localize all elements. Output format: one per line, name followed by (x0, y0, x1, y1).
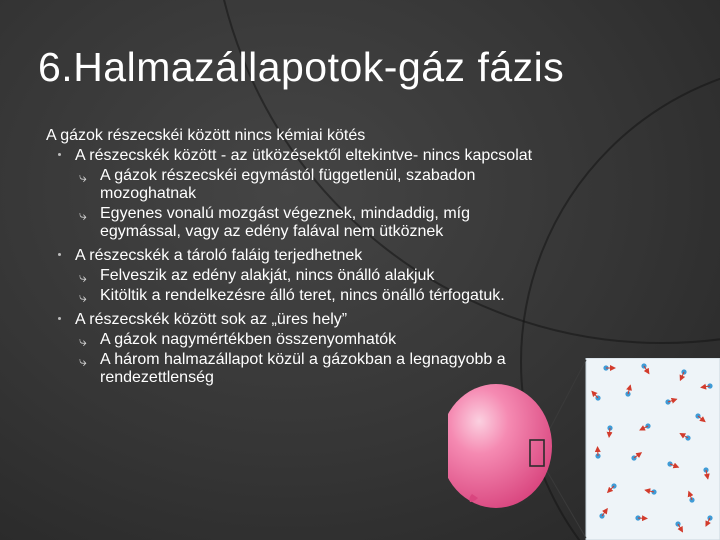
bullet-item (46, 247, 546, 265)
sub-bullet-item (46, 331, 546, 349)
curved-arrow-bullet-icon: ⤷ (79, 269, 87, 285)
slide-body (46, 127, 546, 389)
curved-arrow-bullet-icon: ⤷ (79, 333, 87, 349)
sub-bullet-text: Egyenes vonalú mozgást végeznek, mindaddig, míg egymással, vagy az edény falával nem ütköznek (100, 205, 470, 240)
sub-bullet-text: Kitöltik a rendelkezésre álló teret, nincs önálló térfogatuk. (100, 287, 505, 304)
sub-bullet-text: A gázok részecskéi egymástól függetlenül, szabadon mozoghatnak (100, 167, 476, 202)
balloon (448, 384, 552, 508)
zoom-connector-line (544, 466, 586, 538)
bullet-dot-icon (58, 317, 61, 320)
bullet-text: A részecskék a tároló faláig terjedhetnek (75, 247, 363, 264)
sub-bullet-item (46, 205, 546, 241)
curved-arrow-bullet-icon: ⤷ (79, 289, 87, 305)
sub-bullet-item (46, 287, 546, 305)
curved-arrow-bullet-icon: ⤷ (79, 207, 87, 223)
bullet-dot-icon (58, 253, 61, 256)
bullet-item (46, 147, 546, 165)
bullet-text: A részecskék között sok az „üres hely” (75, 311, 348, 328)
sub-bullet-item (46, 267, 546, 285)
slide-title: 6.Halmazállapotok-gáz fázis (38, 44, 565, 90)
sub-bullet-item (46, 167, 546, 203)
curved-arrow-bullet-icon: ⤷ (79, 353, 87, 369)
bullet-dot-icon (58, 153, 61, 156)
bullet-text: A részecskék között - az ütközésektől eltekintve- nincs kapcsolat (75, 147, 533, 164)
sub-bullet-text: A három halmazállapot közül a gázokban a legnagyobb a rendezettlenség (100, 351, 506, 386)
intro-line: A gázok részecskéi között nincs kémiai kötés (46, 127, 366, 144)
zoomed-gas-panel (586, 358, 720, 540)
zoom-connector-line (544, 360, 586, 440)
sub-bullet-text: Felveszik az edény alakját, nincs önálló alakjuk (100, 267, 435, 284)
gas-balloon-illustration (448, 358, 720, 540)
sub-bullet-text: A gázok nagymértékben összenyomhatók (100, 331, 397, 348)
bullet-item (46, 311, 546, 329)
curved-arrow-bullet-icon: ⤷ (79, 169, 87, 185)
